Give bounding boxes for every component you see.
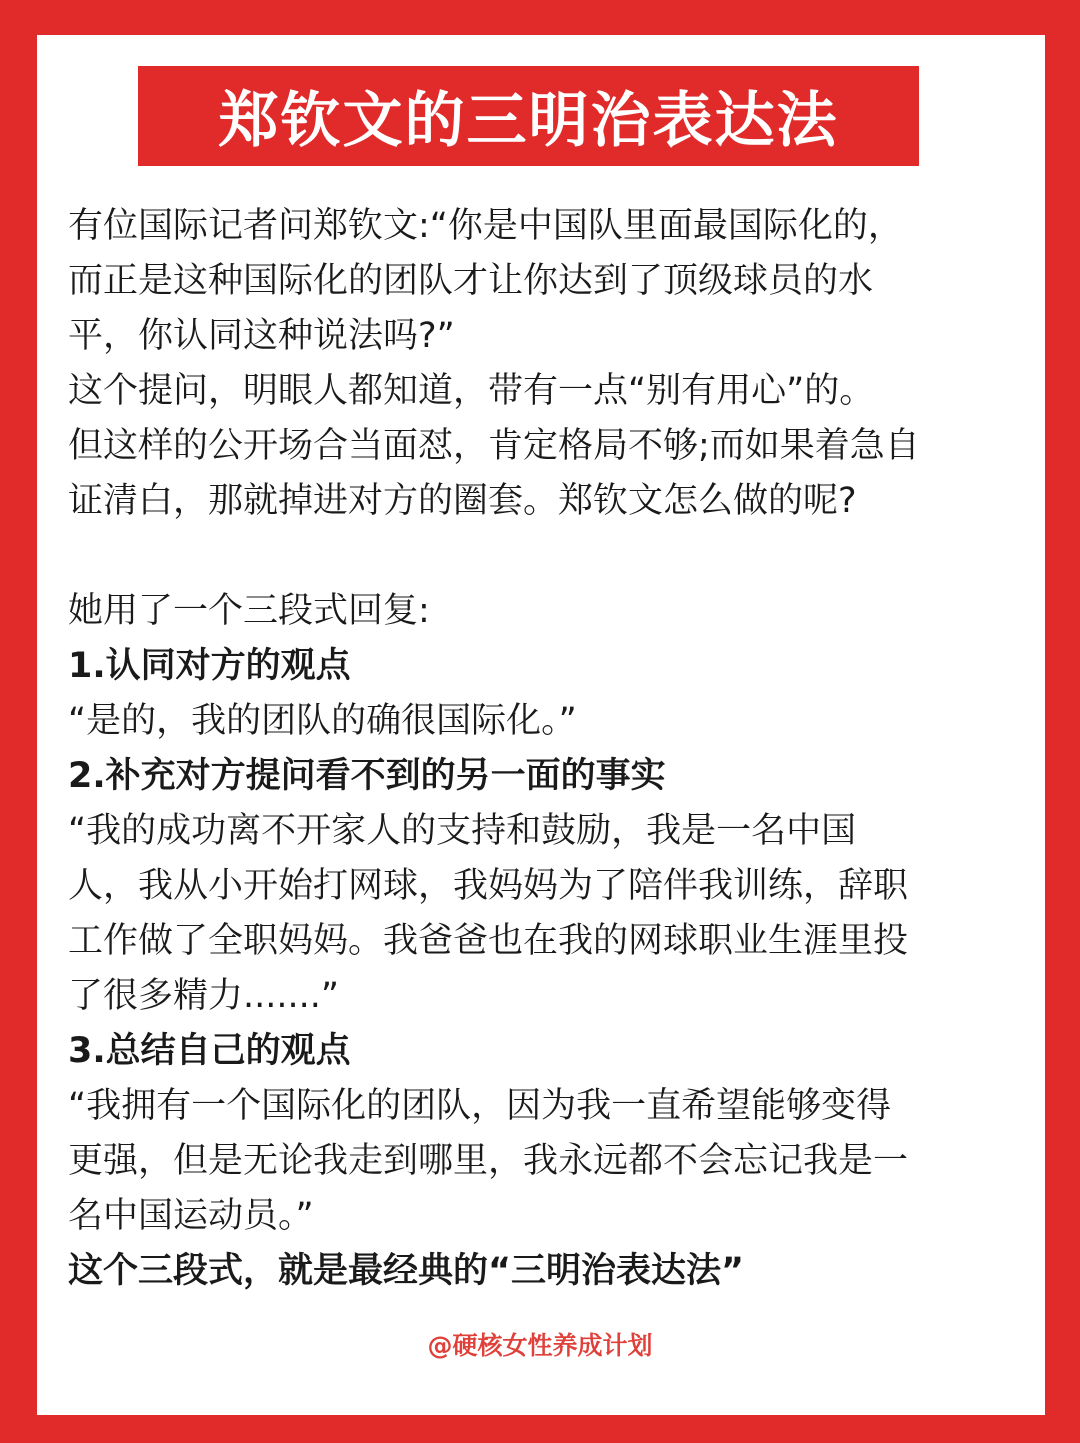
body-text-line: 这个提问，明眼人都知道，带有一点“别有用心”的。 bbox=[68, 371, 875, 411]
body-text-line: 她用了一个三段式回复: bbox=[68, 591, 430, 631]
body-text-line: 但这样的公开场合当面怼，肯定格局不够;而如果着急自 bbox=[68, 426, 920, 466]
body-text-line: 平，你认同这种说法吗?” bbox=[68, 316, 455, 356]
article-body bbox=[68, 199, 1018, 1299]
body-text-line: 有位国际记者问郑钦文:“你是中国队里面最国际化的， bbox=[68, 206, 903, 246]
paragraph-gap bbox=[68, 529, 1018, 584]
body-text-line: 名中国运动员。” bbox=[68, 1196, 314, 1236]
body-text-line: 工作做了全职妈妈。我爸爸也在我的网球职业生涯里投 bbox=[68, 921, 909, 961]
body-text-line: 更强，但是无论我走到哪里，我永远都不会忘记我是一 bbox=[68, 1141, 909, 1181]
section-heading: 2.补充对方提问看不到的另一面的事实 bbox=[68, 756, 666, 796]
section-heading: 这个三段式，就是最经典的“三明治表达法” bbox=[68, 1251, 745, 1291]
body-text-line: “我的成功离不开家人的支持和鼓励，我是一名中国 bbox=[68, 811, 857, 851]
content-card bbox=[37, 35, 1045, 1415]
body-text-line: 而正是这种国际化的团队才让你达到了顶级球员的水 bbox=[68, 261, 874, 301]
body-text-line: “是的，我的团队的确很国际化。” bbox=[68, 701, 577, 741]
page-title: 郑钦文的三明治表达法 bbox=[218, 86, 839, 156]
body-text-line: 了很多精力.......” bbox=[68, 976, 340, 1016]
body-text-line: “我拥有一个国际化的团队，因为我一直希望能够变得 bbox=[68, 1086, 892, 1126]
author-watermark: @硬核女性养成计划 bbox=[427, 1331, 653, 1360]
body-text-line: 人，我从小开始打网球，我妈妈为了陪伴我训练，辞职 bbox=[68, 866, 909, 906]
section-heading: 1.认同对方的观点 bbox=[68, 646, 351, 686]
section-heading: 3.总结自己的观点 bbox=[68, 1031, 351, 1071]
title-banner bbox=[138, 66, 919, 166]
body-text-line: 证清白，那就掉进对方的圈套。郑钦文怎么做的呢? bbox=[68, 481, 857, 521]
